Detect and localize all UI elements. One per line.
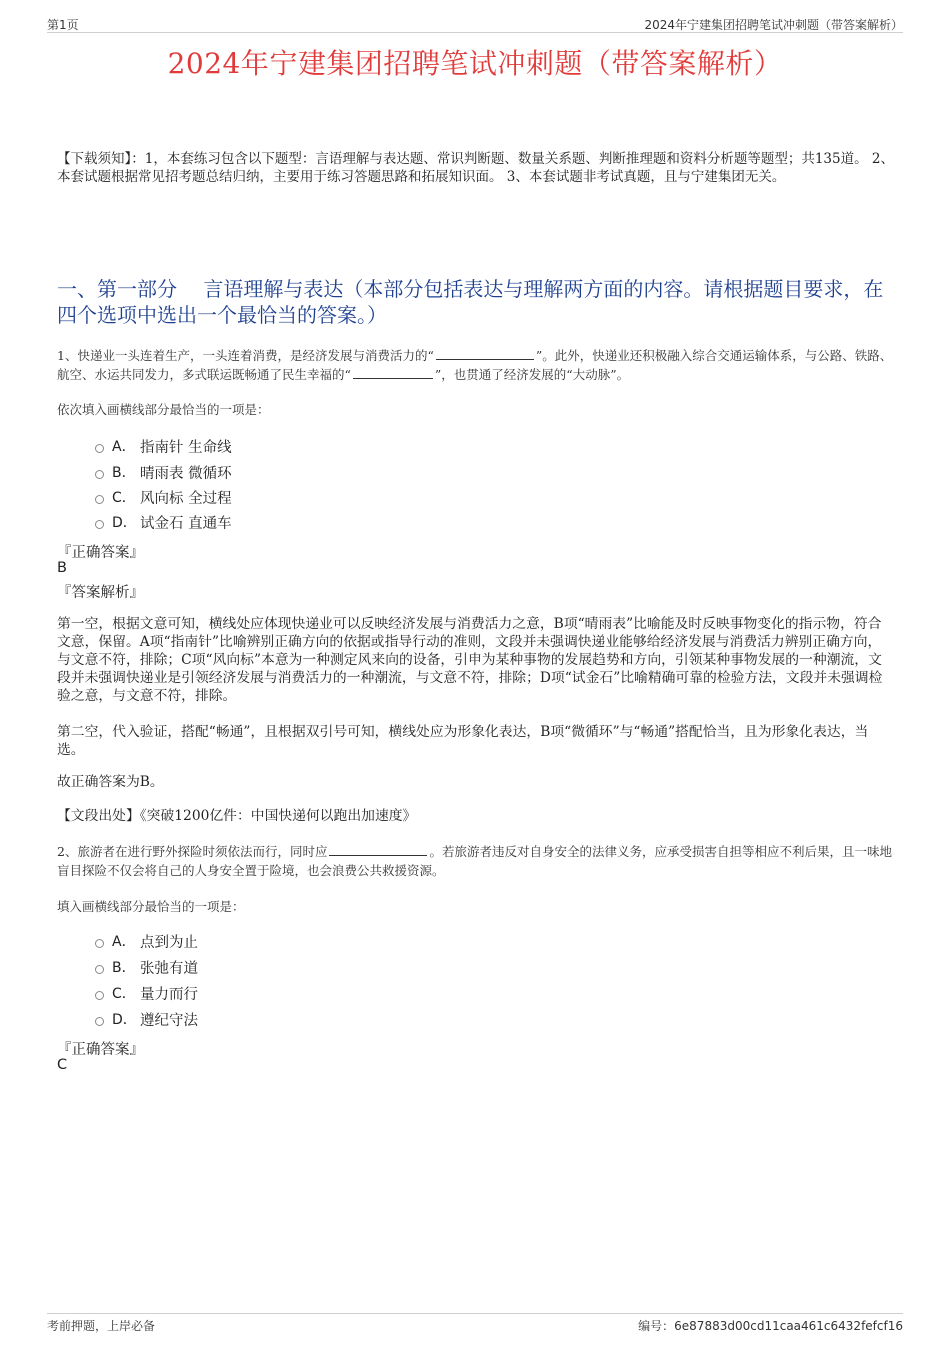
question-1-option-b[interactable]: B． 晴雨表 微循环	[95, 462, 232, 482]
question-2-stem: 2、旅游者在进行野外探险时须依法而行，同时应 。若旅游者违反对自身安全的法律义务，应承受损害自担等相应不利后果，且一味地盲目探险不仅会将自己的人身安全置于险境，也会浪费公共救援资源。	[57, 844, 892, 878]
radio-icon[interactable]	[95, 520, 104, 529]
question-1-source: 【文段出处】《突破1200亿件：中国快递何以跑出加速度》	[57, 808, 417, 824]
radio-icon[interactable]	[95, 939, 104, 948]
page-header	[47, 14, 903, 33]
question-2-prompt: 填入画横线部分最恰当的一项是：	[57, 899, 245, 914]
question-1-analysis-label: 『答案解析』	[57, 585, 144, 601]
footer-slogan: 考前押题，上岸必备	[47, 1319, 156, 1333]
question-2-answer-label: 『正确答案』	[57, 1042, 144, 1058]
question-1-conclusion: 故正确答案为B。	[57, 774, 164, 790]
section-title: 一、第一部分 言语理解与表达（本部分包括表达与理解两方面的内容。请根据题目要求，在四个选项中选出一个最恰当的答案。）	[57, 277, 884, 327]
radio-icon[interactable]	[95, 495, 104, 504]
question-1-option-d[interactable]: D． 试金石 直通车	[95, 512, 232, 532]
page-footer	[47, 1313, 903, 1334]
radio-icon[interactable]	[95, 991, 104, 1000]
fill-blank	[353, 366, 433, 379]
page-title: 2024年宁建集团招聘笔试冲刺题（带答案解析）	[167, 47, 783, 80]
fill-blank	[329, 843, 427, 856]
question-1-answer-label: 『正确答案』	[57, 545, 144, 561]
question-2-option-b[interactable]: B． 张弛有道	[95, 957, 198, 977]
question-1-analysis-1: 第一空，根据文意可知，横线处应体现快递业可以反映经济发展与消费活力之意，B项“晴雨表”比喻能及时反映事物变化的指示物，符合文意，保留。A项“指南针”比喻辨别正确方向的依据或指导行动的准则，文段并未强调快递业能够给经济发展与消费活力辨别正确方向，与文意不符，排除；C项“风向标”本意为一种测定风来向的设备，引申为某种事物的发展趋势和方向，引领某种事物发展的一种潮流，文段并未强调快递业是引领经济发展与消费活力的一种潮流，与文意不符，排除；D项“试金石”比喻精确可靠的检验方法，文段并未强调检验之意，与文意不符，排除。	[57, 616, 883, 704]
question-1-prompt: 依次填入画横线部分最恰当的一项是：	[57, 402, 270, 417]
download-notice: 【下载须知】：1，本套练习包含以下题型：言语理解与表达题、常识判断题、数量关系题、判断推理题和资料分析题等题型；共135道。 2、本套试题根据常见招考题总结归纳，主要用于练习答题思路和拓展知识面。 3、本套试题非考试真题，且与宁建集团无关。	[57, 151, 894, 185]
header-doc-title: 2024年宁建集团招聘笔试冲刺题（带答案解析）	[644, 18, 903, 32]
question-2-option-c[interactable]: C． 量力而行	[95, 983, 198, 1003]
radio-icon[interactable]	[95, 965, 104, 974]
question-1-option-c[interactable]: C． 风向标 全过程	[95, 487, 232, 507]
radio-icon[interactable]	[95, 470, 104, 479]
fill-blank	[436, 347, 534, 360]
question-2-option-a[interactable]: A． 点到为止	[95, 931, 198, 951]
page-number: 第1页	[47, 18, 79, 32]
question-1-analysis-2: 第二空，代入验证，搭配“畅通”，且根据双引号可知，横线处应为形象化表达，B项“微循环”与“畅通”搭配恰当，且为形象化表达，当选。	[57, 724, 869, 758]
question-2-answer: C	[57, 1057, 68, 1073]
question-1-option-a[interactable]: A． 指南针 生命线	[95, 436, 232, 456]
question-1-stem: 1、快递业一头连着生产，一头连着消费，是经济发展与消费活力的“ ”。此外，快递业还积极融入综合交通运输体系，与公路、铁路、航空、水运共同发力，多式联运既畅通了民生幸福的“ ”，也贯通了经济发展的“大动脉”。	[57, 348, 893, 382]
footer-code: 编号：6e87883d00cd11caa461c6432fefcf16	[638, 1319, 903, 1333]
radio-icon[interactable]	[95, 444, 104, 453]
question-2-option-d[interactable]: D． 遵纪守法	[95, 1009, 198, 1029]
question-1-answer: B	[57, 560, 67, 576]
radio-icon[interactable]	[95, 1017, 104, 1026]
